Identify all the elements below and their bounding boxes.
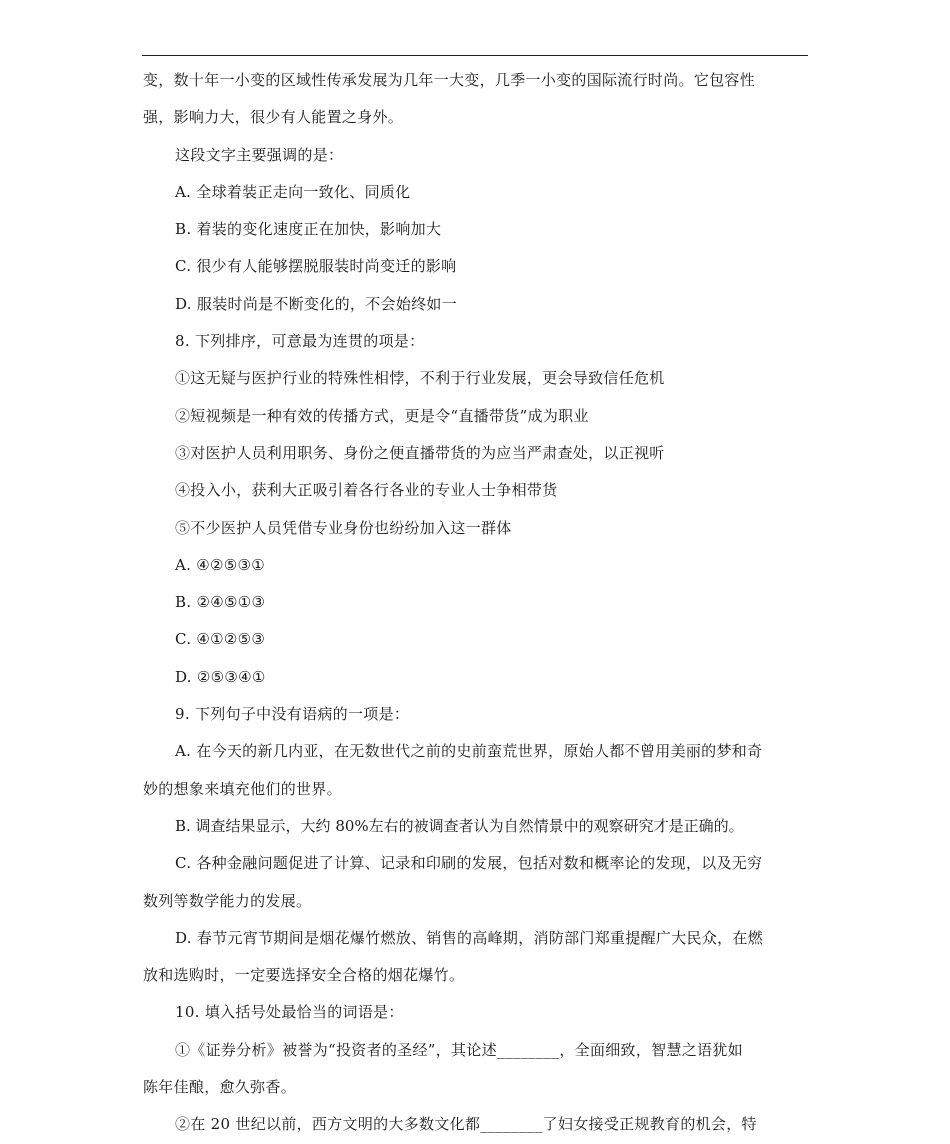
question-heading: 10. 填入括号处最恰当的词语是： (175, 1003, 404, 1022)
sentence-item: ②短视频是一种有效的传播方式，更是令“直播带货”成为职业 (175, 406, 589, 425)
answer-option: C. ④①②⑤③ (175, 630, 266, 649)
answer-option: B. 调查结果显示，大约 80%左右的被调查者认为自然情景中的观察研究才是正确的。 (175, 816, 744, 835)
header-rule (142, 55, 808, 56)
answer-option: C. 很少有人能够摆脱服装时尚变迁的影响 (175, 257, 457, 276)
answer-option: C. 各种金融问题促进了计算、记录和印刷的发展，包括对数和概率论的发现，以及无穷 (175, 854, 763, 873)
answer-option: B. ②④⑤①③ (175, 593, 266, 612)
answer-option: D. 春节元宵节期间是烟花爆竹燃放、销售的高峰期，消防部门郑重提醒广大民众，在燃 (175, 928, 764, 947)
text-line: 变，数十年一小变的区域性传承发展为几年一大变，几季一小变的国际流行时尚。它包容性 (143, 71, 756, 89)
text-line: 强，影响力大，很少有人能置之身外。 (143, 108, 404, 127)
text-line: 数列等数学能力的发展。 (143, 891, 312, 910)
text-line: 放和选购时，一定要选择安全合格的烟花爆竹。 (143, 966, 465, 985)
sentence-item: ②在 20 世纪以前，西方文明的大多数文化都________了妇女接受正规教育的机会，特 (175, 1115, 757, 1134)
sentence-item: ①《证券分析》被誉为“投资者的圣经”，其论述________，全面细致，智慧之语犹如 (175, 1040, 743, 1059)
answer-option: A. 在今天的新几内亚，在无数世代之前的史前蛮荒世界，原始人都不曾用美丽的梦和奇 (175, 742, 763, 761)
question-heading: 9. 下列句子中没有语病的一项是： (175, 705, 410, 724)
text-line: 陈年佳酿，愈久弥香。 (143, 1078, 297, 1097)
sentence-item: ⑤不少医护人员凭借专业身份也纷纷加入这一群体 (175, 518, 512, 537)
question-prompt: 这段文字主要强调的是： (175, 145, 344, 164)
answer-option: A. 全球着装正走向一致化、同质化 (175, 182, 411, 201)
answer-option: B. 着装的变化速度正在加快，影响加大 (175, 220, 442, 239)
sentence-item: ①这无疑与医护行业的特殊性相悖，不利于行业发展，更会导致信任危机 (175, 369, 665, 388)
text-line: 妙的想象来填充他们的世界。 (143, 779, 342, 798)
sentence-item: ④投入小，获利大正吸引着各行各业的专业人士争相带货 (175, 481, 558, 500)
question-heading: 8. 下列排序，可意最为连贯的项是： (175, 332, 425, 351)
answer-option: D. ②⑤③④① (175, 667, 266, 686)
sentence-item: ③对医护人员利用职务、身份之便直播带货的为应当严肃查处，以正视听 (175, 443, 665, 462)
answer-option: A. ④②⑤③① (175, 555, 266, 574)
answer-option: D. 服装时尚是不断变化的，不会始终如一 (175, 294, 458, 313)
document-body (143, 62, 810, 1144)
